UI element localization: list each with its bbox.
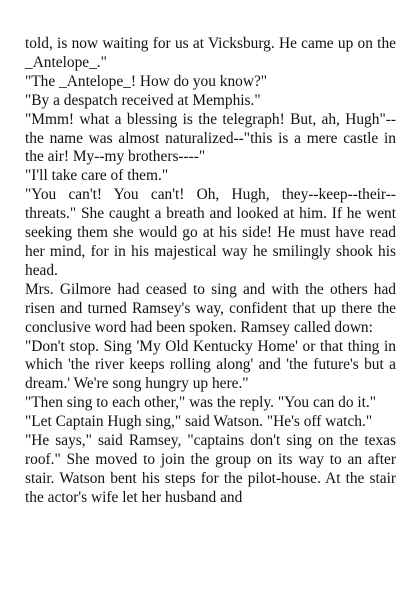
paragraph-11: "He says," said Ramsey, "captains don't sing on the texas roof." She moved to join the group on its way to an after stair. Watson bent his steps for the pilot-house. At the stair the actor's wife let her husband and <box>25 432 396 506</box>
paragraph-4: "Mmm! what a blessing is the telegraph! But, ah, Hugh"--the name was almost naturalized--"this is a mere castle in the air! My--my brothers----" <box>25 110 396 166</box>
paragraph-2: "The _Antelope_! How do you know?" <box>25 72 268 90</box>
paragraph-3: "By a despatch received at Memphis." <box>25 91 261 109</box>
paragraph-5: "I'll take care of them." <box>25 167 169 185</box>
page-text <box>25 35 396 508</box>
paragraph-6: "You can't! You can't! Oh, Hugh, they--keep--their--threats." She caught a breath and looked at him. If he went seeking them she would go at his side! He must have read her mind, for in his majestical way he smilingly shook his head. <box>25 186 396 279</box>
paragraph-1: told, is now waiting for us at Vicksburg. He came up on the _Antelope_." <box>25 35 396 71</box>
paragraph-8: "Don't stop. Sing 'My Old Kentucky Home' or that thing in which 'the river keeps rolling along' and 'the future's but a dream.' We're song hungry up here." <box>25 337 396 393</box>
paragraph-9: "Then sing to each other," was the reply. "You can do it." <box>25 394 377 412</box>
paragraph-7: Mrs. Gilmore had ceased to sing and with the others had risen and turned Ramsey's way, confident that up there the conclusive word had been spoken. Ramsey called down: <box>25 280 396 336</box>
paragraph-10: "Let Captain Hugh sing," said Watson. "He's off watch." <box>25 413 373 431</box>
